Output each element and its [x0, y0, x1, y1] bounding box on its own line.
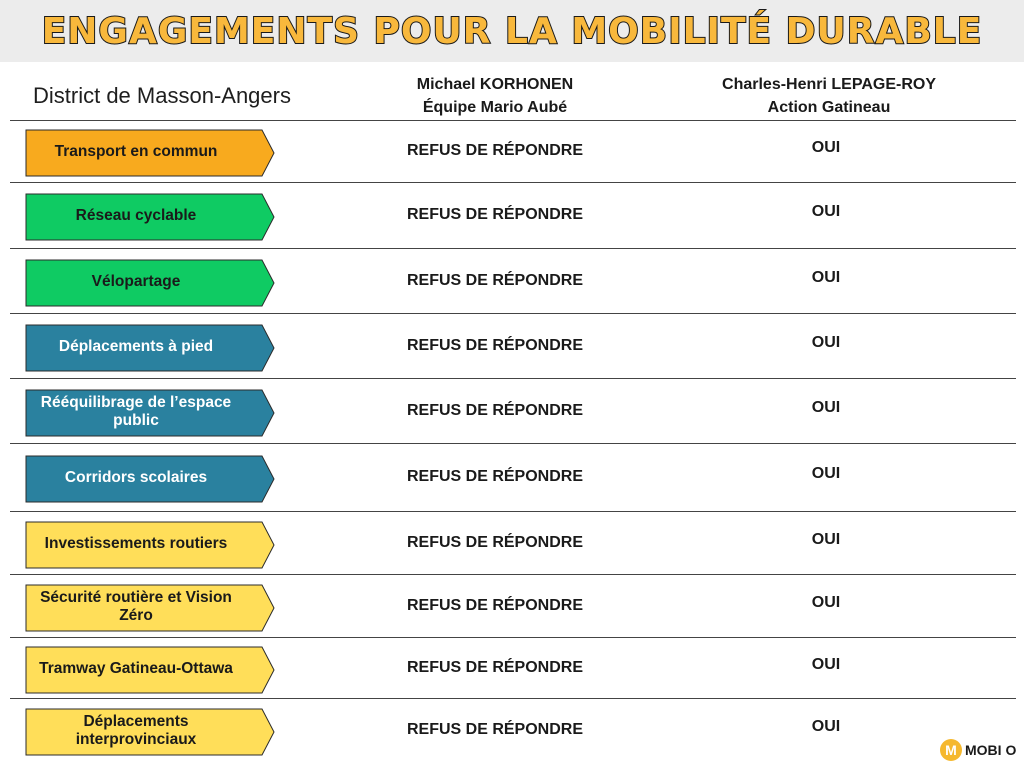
answer-candidate-1: REFUS DE RÉPONDRE — [406, 402, 584, 419]
logo-text: MOBI O — [965, 742, 1017, 758]
page-title: ENGAGEMENTS POUR LA MOBILITÉ DURABLE — [41, 11, 983, 52]
theme-tag — [25, 584, 275, 630]
row-divider — [10, 443, 1016, 444]
theme-label: Réseau cyclable — [75, 207, 197, 224]
candidate-header-2 — [679, 73, 979, 119]
theme-tag — [25, 521, 275, 567]
answer-candidate-2: OUI — [811, 139, 841, 156]
answer-candidate-1: REFUS DE RÉPONDRE — [406, 597, 584, 614]
candidate-name: Michael KORHONEN — [416, 76, 574, 93]
answer-candidate-2: OUI — [811, 269, 841, 286]
theme-tag — [25, 389, 275, 435]
theme-label: Sécurité routière et Vision Zéro — [40, 589, 232, 624]
candidate-party: Équipe Mario Aubé — [422, 99, 568, 116]
theme-tag — [25, 193, 275, 239]
row-divider — [10, 182, 1016, 183]
answer-candidate-1: REFUS DE RÉPONDRE — [406, 337, 584, 354]
row-divider — [10, 698, 1016, 699]
theme-label: Tramway Gatineau-Ottawa — [39, 660, 233, 677]
theme-label: Transport en commun — [54, 143, 218, 160]
answer-candidate-1: REFUS DE RÉPONDRE — [406, 206, 584, 223]
row-divider — [10, 574, 1016, 575]
theme-tag — [25, 708, 275, 754]
theme-tag — [25, 324, 275, 370]
theme-label: Corridors scolaires — [64, 469, 208, 486]
candidate-name: Charles-Henri LEPAGE-ROY — [722, 76, 936, 93]
theme-tag — [25, 455, 275, 501]
answer-candidate-1: REFUS DE RÉPONDRE — [406, 534, 584, 551]
answer-candidate-1: REFUS DE RÉPONDRE — [406, 659, 584, 676]
theme-label: Déplacements interprovinciaux — [75, 713, 197, 748]
answer-candidate-2: OUI — [811, 594, 841, 611]
theme-tag — [25, 646, 275, 692]
answer-candidate-2: OUI — [811, 656, 841, 673]
answer-candidate-1: REFUS DE RÉPONDRE — [406, 142, 584, 159]
theme-tag — [25, 259, 275, 305]
row-divider — [10, 120, 1016, 121]
district-name: District de Masson-Angers — [33, 83, 291, 108]
answer-candidate-1: REFUS DE RÉPONDRE — [406, 468, 584, 485]
candidate-party: Action Gatineau — [767, 99, 891, 116]
candidate-header-1 — [345, 73, 645, 119]
answer-candidate-2: OUI — [811, 203, 841, 220]
theme-label: Investissements routiers — [44, 535, 228, 552]
logo-badge: M — [940, 739, 962, 761]
row-divider — [10, 378, 1016, 379]
theme-label: Déplacements à pied — [58, 338, 214, 355]
row-divider — [10, 248, 1016, 249]
row-divider — [10, 637, 1016, 638]
answer-candidate-2: OUI — [811, 465, 841, 482]
row-divider — [10, 511, 1016, 512]
theme-label: Rééquilibrage de l’espace public — [40, 394, 232, 429]
answer-candidate-2: OUI — [811, 531, 841, 548]
answer-candidate-2: OUI — [811, 399, 841, 416]
answer-candidate-2: OUI — [811, 718, 841, 735]
row-divider — [10, 313, 1016, 314]
theme-tag — [25, 129, 275, 175]
answer-candidate-1: REFUS DE RÉPONDRE — [406, 272, 584, 289]
mobi-o-logo — [940, 737, 1016, 763]
theme-label: Vélopartage — [91, 273, 181, 290]
answer-candidate-1: REFUS DE RÉPONDRE — [406, 721, 584, 738]
answer-candidate-2: OUI — [811, 334, 841, 351]
